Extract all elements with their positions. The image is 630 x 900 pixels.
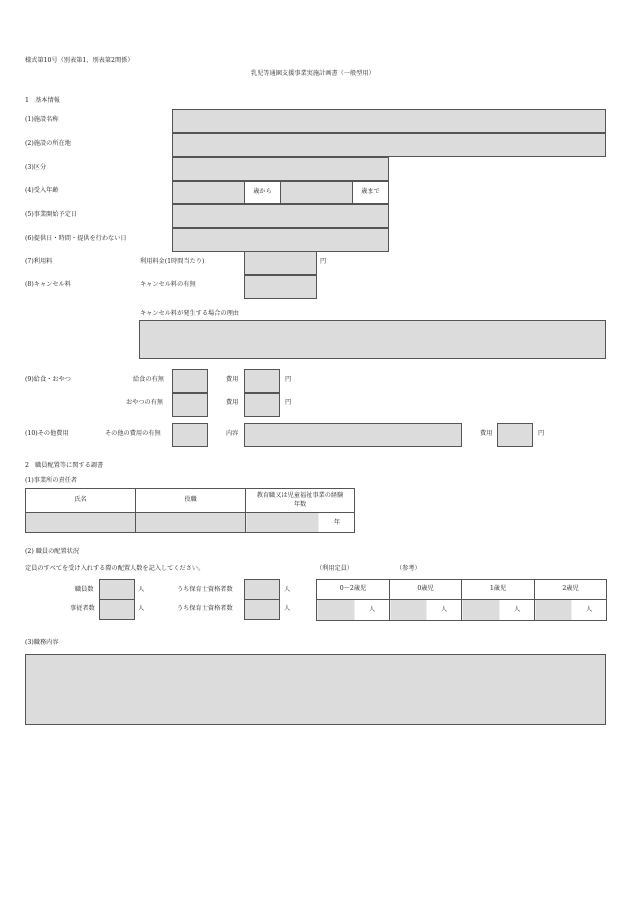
manager-year-unit: 年 (333, 518, 340, 526)
age-from-field[interactable] (172, 181, 245, 204)
facility-address-label: (2)施設の所在地 (25, 140, 71, 147)
manager-header-experience: 教育職又は児童福祉事業の経験年数 (246, 489, 355, 513)
cancel-has-label: キャンセル料の有無 (140, 281, 196, 288)
facility-address-field[interactable] (172, 133, 606, 157)
form-id: 様式第10号（別表第1、別表第2関係） (25, 57, 134, 64)
manager-header-position: 役職 (136, 489, 246, 513)
age-from-suffix: 歳から (253, 188, 272, 195)
fee-yen: 円 (320, 258, 327, 265)
snack-cost-yen: 円 (285, 399, 292, 406)
start-date-field[interactable] (172, 204, 389, 228)
snack-cost-label: 費用 (226, 399, 239, 406)
manager-name-field[interactable] (26, 513, 136, 533)
age-to-field[interactable] (280, 181, 353, 204)
meal-cost-label: 費用 (226, 376, 239, 383)
service-days-field[interactable] (172, 228, 389, 252)
other-content-label: 内容 (226, 430, 239, 437)
snack-has-field[interactable] (172, 393, 208, 417)
worker-nursery-label: うち保育士資格者数 (177, 605, 233, 612)
fee-field[interactable] (244, 251, 317, 275)
meal-has-label: 給食の有無 (133, 376, 164, 383)
worker-count-unit: 人 (138, 605, 145, 612)
other-cost-sublabel: 費用 (480, 430, 493, 437)
capacity-0-2-cell[interactable] (317, 600, 390, 621)
age-to-suffix: 歳まで (361, 188, 380, 195)
other-content-field[interactable] (244, 423, 462, 447)
snack-cost-field[interactable] (244, 393, 280, 417)
other-has-label: その他の費用の有無 (105, 430, 161, 437)
category-field[interactable] (172, 157, 389, 181)
cancel-has-field[interactable] (244, 275, 317, 299)
worker-count-field[interactable] (99, 599, 135, 620)
capacity-1-unit: 人 (513, 605, 520, 613)
capacity-label: （利用定員） (316, 565, 354, 572)
age-group-0-2: 0～2歳児 (317, 580, 390, 600)
snack-has-label: おやつの有無 (126, 399, 164, 406)
section1-heading: 1 基本情報 (25, 97, 60, 104)
age-group-0: 0歳児 (390, 580, 462, 600)
staff-count-unit: 人 (138, 586, 145, 593)
worker-count-label: 事従者数 (70, 605, 95, 612)
duties-field[interactable] (25, 654, 606, 725)
staff-count-field[interactable] (99, 579, 135, 600)
staff-nursery-field[interactable] (244, 579, 280, 600)
capacity-0-2-unit: 人 (368, 605, 375, 613)
service-days-label: (6)提供日・時間・提供を行わない日 (25, 235, 127, 242)
age-group-2: 2歳児 (535, 580, 607, 600)
other-cost-field[interactable] (497, 423, 533, 447)
facility-name-label: (1)施設名称 (25, 116, 59, 123)
start-date-label: (5)事業開始予定日 (25, 211, 78, 218)
cancel-reason-label: キャンセル料が発生する場合の理由 (140, 310, 239, 317)
age-group-1: 1歳児 (462, 580, 535, 600)
facility-name-field[interactable] (172, 109, 606, 133)
capacity-0-unit: 人 (440, 605, 447, 613)
capacity-1-cell[interactable] (462, 600, 535, 621)
staffing-title: (2) 職員の配置状況 (25, 548, 80, 555)
staff-nursery-label: うち保育士資格者数 (177, 586, 233, 593)
other-cost-yen: 円 (538, 430, 545, 437)
worker-nursery-field[interactable] (244, 599, 280, 620)
meal-cost-field[interactable] (244, 369, 280, 393)
manager-experience-cell (246, 513, 355, 533)
manager-title: (1)事業所の責任者 (25, 477, 78, 484)
category-label: (3)区分 (25, 164, 47, 171)
worker-nursery-unit: 人 (284, 605, 291, 612)
cancel-reason-field[interactable] (139, 320, 606, 359)
reference-label: （参考） (396, 565, 421, 572)
capacity-2-unit: 人 (585, 605, 592, 613)
capacity-table (316, 579, 607, 621)
staff-count-label: 職員数 (75, 586, 94, 593)
fee-label: (7)利用料 (25, 258, 53, 265)
duties-title: (3)職務内容 (25, 639, 59, 646)
manager-table (25, 488, 355, 533)
meals-label: (9)給食・おやつ (25, 376, 71, 383)
age-range-label: (4)受入年齢 (25, 187, 59, 194)
manager-header-name: 氏名 (26, 489, 136, 513)
other-cost-label: (10)その他費用 (25, 430, 69, 437)
other-has-field[interactable] (172, 423, 208, 447)
fee-per-hour-label: 利用料金(1時間当たり) (140, 258, 205, 265)
meal-cost-yen: 円 (285, 376, 292, 383)
staffing-note: 定員のすべてを受け入れする際の配置人数を記入してください。 (25, 565, 205, 572)
capacity-2-cell[interactable] (535, 600, 607, 621)
meal-has-field[interactable] (172, 369, 208, 393)
capacity-0-cell[interactable] (390, 600, 462, 621)
staff-nursery-unit: 人 (284, 586, 291, 593)
section2-heading: 2 職員配置等に関する調書 (25, 462, 104, 469)
cancel-label: (8)キャンセル料 (25, 281, 71, 288)
manager-position-field[interactable] (136, 513, 246, 533)
page-title: 乳児等通園支援事業実施計画書（一般型用） (251, 70, 375, 77)
